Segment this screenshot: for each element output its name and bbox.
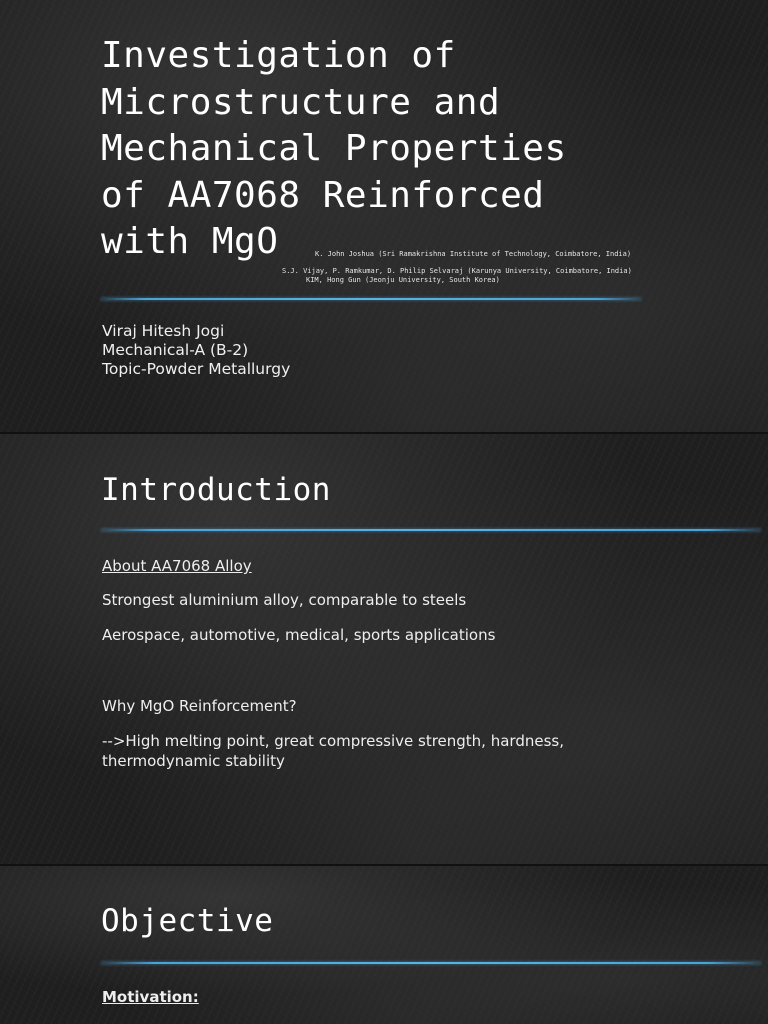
introduction-title: Introduction	[101, 472, 331, 508]
authors-line-2: S.J. Vijay, P. Ramkumar, D. Philip Selvaraj (Karunya University, Coimbatore, India)	[282, 267, 632, 275]
introduction-slide	[0, 434, 768, 864]
introduction-divider	[101, 529, 761, 531]
title-divider	[101, 298, 641, 300]
alloy-subheading: About AA7068 Alloy	[102, 557, 252, 575]
alloy-point-applications: Aerospace, automotive, medical, sports applications	[102, 626, 496, 644]
mgo-answer: -->High melting point, great compressive strength, hardness, thermodynamic stability	[102, 732, 564, 770]
alloy-point-strength: Strongest aluminium alloy, comparable to steels	[102, 591, 467, 609]
objective-slide	[0, 866, 768, 1024]
motivation-subheading: Motivation:	[102, 988, 199, 1006]
presenter-topic: Topic-Powder Metallurgy	[102, 360, 291, 378]
presenter-info	[102, 322, 290, 379]
objective-divider	[101, 962, 761, 964]
mgo-question: Why MgO Reinforcement?	[102, 697, 297, 715]
authors-line-1: K. John Joshua (Sri Ramakrishna Institute of Technology, Coimbatore, India)	[315, 250, 632, 258]
objective-title: Objective	[101, 903, 274, 939]
presenter-class: Mechanical-A (B-2)	[102, 341, 249, 359]
authors-line-3: KIM, Hong Gun (Jeonju University, South Korea)	[306, 276, 500, 284]
title-slide	[0, 0, 768, 432]
presenter-name: Viraj Hitesh Jogi	[102, 322, 225, 340]
presentation-title: Investigation of Microstructure and Mechanical Properties of AA7068 Reinforced with MgO	[101, 35, 567, 262]
